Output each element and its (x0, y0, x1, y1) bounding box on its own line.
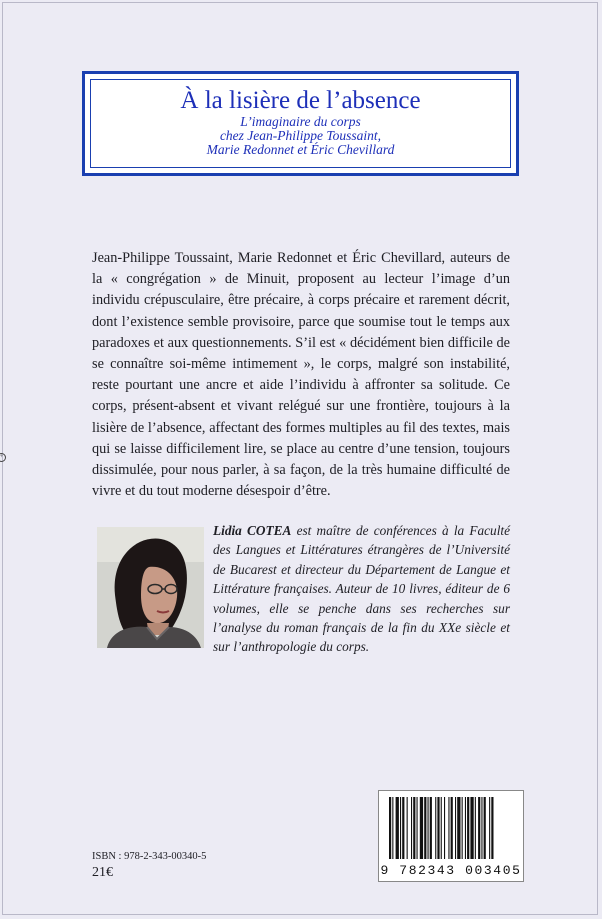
barcode-bar (489, 797, 490, 859)
subtitle-line: L’imaginaire du corps (240, 114, 361, 129)
barcode-bar (470, 797, 473, 859)
barcode-number: 9 782343 003405 (380, 863, 522, 878)
barcode-bars (379, 795, 523, 867)
barcode-bar (455, 797, 456, 859)
blurb (92, 248, 510, 502)
title-frame (82, 71, 519, 176)
blurb-paragraph: Jean-Philippe Toussaint, Marie Redonnet et Éric Chevillard, auteurs de la « congrégation » de Minuit, proposent au lecteur l’image d’un individu crépusculaire, être précaire, à corps précaire et rarement décrit, dont l’existence semble provisoire, parce que soumise tout le temps aux paradoxes et aux questionnements. S’il est « décidément bien difficile de se connaître soi-même intimement », le corps, malgré son instabilité, reste pourtant une ancre et aide l’individu à affronter sa solitude. Ce corps, présent-absent et vivant relégué sur une frontière, toujours à la lisière de l’absence, affectant des formes multiples au fil des textes, mais qui se laisse difficilement lire, se place au centre d’une tension, toujours dissimulée, pour nous parler, à sa façon, de la très humaine difficulté de vivre et du tout moderne désespoir d’être. (92, 250, 510, 500)
barcode-bar (467, 797, 469, 859)
author-bio-text: est maître de conférences à la Faculté des Langues et Littératures étrangères de l’Université de Bucarest et directeur du Département de Langue et Littérature françaises. Auteur de 10 livres, éditeur de 6 volumes, elle se penche dans ses recherches sur l’analyse du roman français de la fin du XXe siècle et sur l’anthropologie du corps. (213, 523, 510, 655)
barcode-bar (417, 797, 418, 859)
barcode-bar (441, 797, 442, 859)
barcode (378, 790, 524, 882)
barcode-bar (484, 797, 486, 859)
price: 21€ (92, 865, 113, 880)
barcode-bar (411, 797, 412, 859)
barcode-bar (457, 797, 460, 859)
title-inner-frame (90, 79, 511, 168)
barcode-bar (428, 797, 429, 859)
subtitle-line: Marie Redonnet et Éric Chevillard (206, 142, 395, 157)
barcode-bar (465, 797, 466, 859)
author-bio (213, 521, 510, 657)
barcode-bar (413, 797, 415, 859)
barcode-bar (396, 797, 399, 859)
book-title: À la lisière de l’absence (180, 87, 421, 114)
isbn: ISBN : 978-2-343-00340-5 (92, 851, 207, 862)
barcode-bar (430, 797, 432, 859)
barcode-bar (420, 797, 423, 859)
barcode-bar (407, 797, 408, 859)
book-subtitle (91, 115, 510, 157)
barcode-bar (389, 797, 391, 859)
barcode-bar (437, 797, 439, 859)
barcode-bar (481, 797, 482, 859)
barcode-bar (462, 797, 463, 859)
barcode-bar (475, 797, 476, 859)
barcode-bar (448, 797, 449, 859)
barcode-bar (402, 797, 404, 859)
barcode-bar (444, 797, 445, 859)
subtitle-line: chez Jean-Philippe Toussaint, (219, 128, 382, 143)
registration-mark-icon: + (0, 453, 6, 462)
author-photo (97, 527, 204, 648)
author-name: Lidia COTEA (213, 523, 292, 538)
barcode-bar (424, 797, 426, 859)
barcode-bar (491, 797, 493, 859)
barcode-bar (478, 797, 480, 859)
barcode-bar (435, 797, 436, 859)
barcode-bar (451, 797, 453, 859)
barcode-bar (400, 797, 401, 859)
barcode-bar (392, 797, 393, 859)
